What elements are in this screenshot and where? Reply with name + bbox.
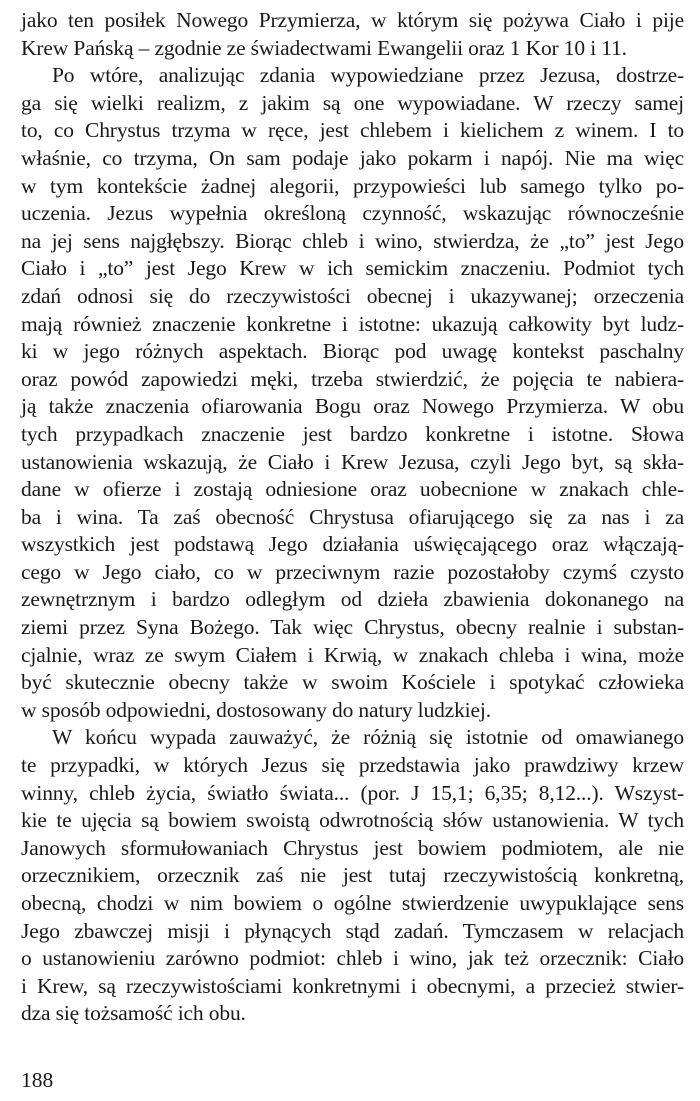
text-line: być skutecznie obecny także w swoim Kościele i spotykać człowieka: [21, 670, 684, 695]
text-line: oraz powód zapowiedzi męki, trzeba stwierdzić, że pojęcia te nabiera-: [21, 366, 684, 391]
text-line: o ustanowieniu zarówno podmiot: chleb i wino, jak też orzecznik: Ciało: [21, 946, 684, 971]
text-line: cego w Jego ciało, co w przeciwnym razie pozostałoby czymś czysto: [21, 559, 684, 584]
text-line: uczenia. Jezus wypełnia określoną czynność, wskazując równocześnie: [21, 201, 684, 226]
text-line: kie te ujęcia są bowiem swoistą odwrotnością słów ustanowienia. W tych: [21, 808, 684, 833]
text-line: Krew Pańską – zgodnie ze świadectwami Ewangelii oraz 1 Kor 10 i 11.: [21, 35, 627, 60]
text-line: te przypadki, w których Jezus się przedstawia jako prawdziwy krzew: [21, 753, 684, 778]
text-line: ustanowienia wskazują, że Ciało i Krew Jezusa, czyli Jego byt, są skła-: [21, 449, 684, 474]
text-line: na jej sens najgłębszy. Biorąc chleb i wino, stwierdza, że „to” jest Jego: [21, 228, 684, 253]
text-line: dza się tożsamość ich obu.: [21, 1001, 246, 1026]
text-line: W końcu wypada zauważyć, że różnią się istotnie od omawianego: [52, 725, 684, 750]
text-line: ziemi przez Syna Bożego. Tak więc Chrystus, obecny realnie i substan-: [21, 615, 684, 640]
text-line: Jego zbawczej misji i płynących stąd zadań. Tymczasem w relacjach: [21, 918, 684, 943]
text-line: ki w jego różnych aspektach. Biorąc pod uwagę kontekst paschalny: [21, 339, 684, 364]
text-line: winny, chleb życia, światło świata... (por. J 15,1; 6,35; 8,12...). Wszyst-: [21, 780, 684, 805]
text-line: ba i wina. Ta zaś obecność Chrystusa ofiarującego się za nas i za: [21, 504, 684, 529]
text-line: ga się wielki realizm, z jakim są one wypowiadane. W rzeczy samej: [21, 90, 684, 115]
text-line: zewnętrznym i bardzo odległym od dzieła zbawienia dokonanego na: [21, 587, 684, 612]
text-line: mają również znaczenie konkretne i istotne: ukazują całkowity byt ludz-: [21, 311, 684, 336]
paragraph-1: [21, 7, 684, 62]
text-line: to, co Chrystus trzyma w ręce, jest chlebem i kielichem z winem. I to: [21, 118, 684, 143]
paragraph-2: [21, 62, 684, 724]
text-line: właśnie, co trzyma, On sam podaje jako pokarm i napój. Nie ma więc: [21, 145, 684, 170]
body-text: [21, 7, 684, 1028]
text-line: wszystkich jest podstawą Jego działania uświęcającego oraz włączają-: [21, 532, 684, 557]
text-line: obecną, chodzi w nim bowiem o ogólne stwierdzenie uwypuklające sens: [21, 891, 684, 915]
paragraph-3: [21, 724, 684, 1028]
text-line: orzecznikiem, orzecznik zaś nie jest tutaj rzeczywistością konkretną,: [21, 863, 684, 888]
text-line: jako ten posiłek Nowego Przymierza, w którym się pożywa Ciało i pije: [21, 8, 684, 32]
text-line: ją także znaczenia ofiarowania Bogu oraz Nowego Przymierza. W obu: [21, 394, 684, 419]
text-line: i Krew, są rzeczywistościami konkretnymi i obecnymi, a przecież stwier-: [21, 973, 684, 998]
text-line: zdań odnosi się do rzeczywistości obecnej i ukazywanej; orzeczenia: [21, 283, 684, 308]
text-line: dane w ofierze i zostają odniesione oraz uobecnione w znakach chle-: [21, 477, 684, 502]
text-line: Ciało i „to” jest Jego Krew w ich semickim znaczeniu. Podmiot tych: [21, 256, 684, 281]
text-line: Po wtóre, analizując zdania wypowiedziane przez Jezusa, dostrze-: [52, 63, 684, 88]
page-number: 188: [21, 1068, 54, 1092]
text-line: cjalnie, wraz ze swym Ciałem i Krwią, w znakach chleba i wina, może: [21, 642, 684, 667]
text-line: w tym kontekście żadnej alegorii, przypowieści lub samego tylko po-: [21, 173, 684, 198]
text-line: tych przypadkach znaczenie jest bardzo konkretne i istotne. Słowa: [21, 421, 684, 446]
text-line: Janowych sformułowaniach Chrystus jest bowiem podmiotem, ale nie: [21, 835, 684, 860]
text-line: w sposób odpowiedni, dostosowany do natury ludzkiej.: [21, 697, 491, 722]
